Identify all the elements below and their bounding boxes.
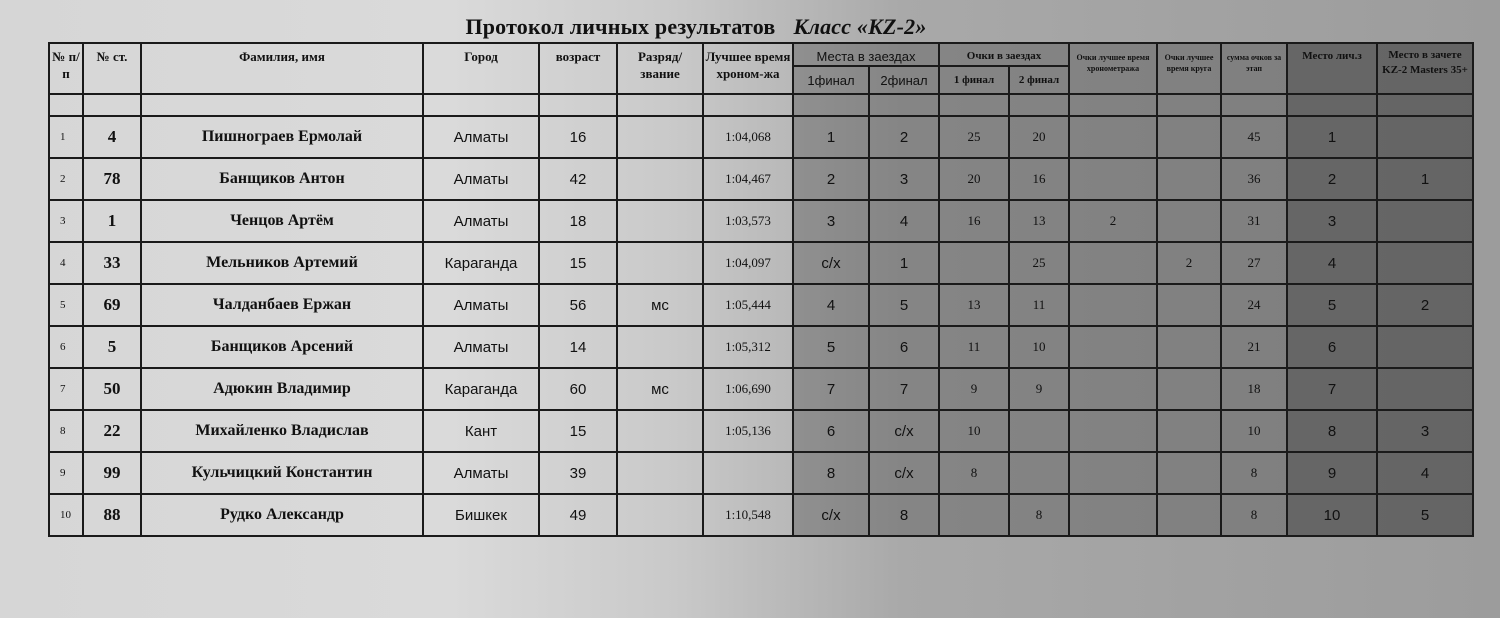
name-cell: Михайленко Владислав [141,410,423,452]
personal-place-cell: 9 [1287,452,1377,494]
points-best-time-cell [1069,494,1157,536]
start-number-cell: 88 [83,494,141,536]
points-final2-cell: 9 [1009,368,1069,410]
num-cell: 10 [49,494,83,536]
place-final1-cell: 3 [793,200,869,242]
sum-points-cell: 21 [1221,326,1287,368]
spacer-cell [539,94,617,116]
name-cell: Пишнограев Ермолай [141,116,423,158]
sum-points-cell: 36 [1221,158,1287,200]
masters-place-cell [1377,116,1473,158]
start-number-cell: 1 [83,200,141,242]
personal-place-cell: 7 [1287,368,1377,410]
start-number-cell: 22 [83,410,141,452]
best-time-cell: 1:06,690 [703,368,793,410]
points-best-lap-cell [1157,494,1221,536]
age-cell: 15 [539,242,617,284]
num-cell: 5 [49,284,83,326]
points-best-lap-cell [1157,284,1221,326]
header-points-best-lap: Очки лучшее время круга [1157,43,1221,94]
points-final2-cell: 8 [1009,494,1069,536]
page-title [0,14,1392,40]
header-best-time: Лучшее время хроном-жа [703,43,793,94]
points-final1-cell: 10 [939,410,1009,452]
num-cell: 3 [49,200,83,242]
points-best-lap-cell [1157,116,1221,158]
city-cell: Алматы [423,116,539,158]
name-cell: Ченцов Артём [141,200,423,242]
city-cell: Караганда [423,368,539,410]
place-final1-cell: 4 [793,284,869,326]
table-row [49,368,1473,410]
points-best-lap-cell [1157,326,1221,368]
spacer-cell [83,94,141,116]
spacer-cell [141,94,423,116]
place-final2-cell: 3 [869,158,939,200]
place-final2-cell: 6 [869,326,939,368]
points-final1-cell: 11 [939,326,1009,368]
points-final2-cell: 16 [1009,158,1069,200]
header-points-final1: 1 финал [939,66,1009,94]
age-cell: 18 [539,200,617,242]
age-cell: 42 [539,158,617,200]
table-body [49,94,1473,536]
spacer-cell [49,94,83,116]
start-number-cell: 50 [83,368,141,410]
table-row [49,242,1473,284]
table-row [49,116,1473,158]
masters-place-cell: 1 [1377,158,1473,200]
points-final1-cell: 25 [939,116,1009,158]
masters-place-cell: 3 [1377,410,1473,452]
masters-place-cell: 5 [1377,494,1473,536]
header-rank: Разряд/ звание [617,43,703,94]
place-final1-cell: 8 [793,452,869,494]
points-best-lap-cell [1157,200,1221,242]
header-num: № п/п [49,43,83,94]
header-place-final2: 2финал [869,66,939,94]
num-cell: 1 [49,116,83,158]
place-final2-cell: 1 [869,242,939,284]
table-row [49,326,1473,368]
header-city: Город [423,43,539,94]
points-final2-cell [1009,452,1069,494]
start-number-cell: 78 [83,158,141,200]
spacer-cell [869,94,939,116]
best-time-cell: 1:05,312 [703,326,793,368]
start-number-cell: 99 [83,452,141,494]
start-number-cell: 69 [83,284,141,326]
personal-place-cell: 5 [1287,284,1377,326]
age-cell: 39 [539,452,617,494]
sum-points-cell: 8 [1221,494,1287,536]
personal-place-cell: 10 [1287,494,1377,536]
name-cell: Кульчицкий Константин [141,452,423,494]
personal-place-cell: 6 [1287,326,1377,368]
best-time-cell: 1:05,136 [703,410,793,452]
header-places-group: Места в заездах [793,43,939,66]
num-cell: 2 [49,158,83,200]
personal-place-cell: 8 [1287,410,1377,452]
table-row [49,200,1473,242]
points-final1-cell: 9 [939,368,1009,410]
header-masters-place: Место в зачете KZ-2 Masters 35+ [1377,43,1473,94]
points-best-lap-cell [1157,368,1221,410]
rank-cell [617,494,703,536]
spacer-cell [1157,94,1221,116]
personal-place-cell: 2 [1287,158,1377,200]
sum-points-cell: 24 [1221,284,1287,326]
points-final2-cell: 20 [1009,116,1069,158]
place-final1-cell: с/х [793,242,869,284]
header-personal-place: Место лич.з [1287,43,1377,94]
header-points-final2: 2 финал [1009,66,1069,94]
points-final1-cell [939,494,1009,536]
points-final1-cell: 8 [939,452,1009,494]
header-age: возраст [539,43,617,94]
start-number-cell: 33 [83,242,141,284]
best-time-cell [703,452,793,494]
points-final2-cell [1009,410,1069,452]
sum-points-cell: 8 [1221,452,1287,494]
class-title: Класс «KZ-2» [793,14,927,39]
city-cell: Алматы [423,158,539,200]
sum-points-cell: 31 [1221,200,1287,242]
start-number-cell: 4 [83,116,141,158]
place-final1-cell: с/х [793,494,869,536]
personal-place-cell: 3 [1287,200,1377,242]
table-row [49,494,1473,536]
header-sum-points: сумма очков за этап [1221,43,1287,94]
rank-cell [617,326,703,368]
place-final1-cell: 5 [793,326,869,368]
age-cell: 60 [539,368,617,410]
masters-place-cell [1377,242,1473,284]
place-final2-cell: 7 [869,368,939,410]
header-start: № ст. [83,43,141,94]
age-cell: 16 [539,116,617,158]
age-cell: 14 [539,326,617,368]
points-final2-cell: 25 [1009,242,1069,284]
personal-place-cell: 1 [1287,116,1377,158]
points-final1-cell [939,242,1009,284]
points-best-time-cell [1069,284,1157,326]
points-final2-cell: 11 [1009,284,1069,326]
points-best-lap-cell [1157,410,1221,452]
masters-place-cell [1377,326,1473,368]
rank-cell [617,116,703,158]
age-cell: 49 [539,494,617,536]
place-final2-cell: 8 [869,494,939,536]
place-final1-cell: 1 [793,116,869,158]
protocol-title: Протокол личных результатов [465,14,776,39]
city-cell: Кант [423,410,539,452]
points-final1-cell: 13 [939,284,1009,326]
num-cell: 6 [49,326,83,368]
spacer-cell [1009,94,1069,116]
start-number-cell: 5 [83,326,141,368]
points-final1-cell: 20 [939,158,1009,200]
points-best-time-cell [1069,116,1157,158]
table-row [49,410,1473,452]
place-final1-cell: 2 [793,158,869,200]
place-final1-cell: 7 [793,368,869,410]
table-header [49,43,1473,94]
points-best-time-cell [1069,326,1157,368]
num-cell: 8 [49,410,83,452]
sum-points-cell: 18 [1221,368,1287,410]
points-final2-cell: 13 [1009,200,1069,242]
name-cell: Мельников Артемий [141,242,423,284]
spacer-cell [1069,94,1157,116]
points-best-lap-cell [1157,452,1221,494]
personal-place-cell: 4 [1287,242,1377,284]
masters-place-cell: 2 [1377,284,1473,326]
rank-cell: мс [617,368,703,410]
city-cell: Алматы [423,452,539,494]
points-best-time-cell [1069,452,1157,494]
best-time-cell: 1:05,444 [703,284,793,326]
best-time-cell: 1:10,548 [703,494,793,536]
rank-cell [617,410,703,452]
masters-place-cell [1377,368,1473,410]
age-cell: 56 [539,284,617,326]
points-best-lap-cell: 2 [1157,242,1221,284]
spacer-row [49,94,1473,116]
points-best-lap-cell [1157,158,1221,200]
masters-place-cell: 4 [1377,452,1473,494]
place-final2-cell: с/х [869,410,939,452]
city-cell: Караганда [423,242,539,284]
points-best-time-cell: 2 [1069,200,1157,242]
points-best-time-cell [1069,158,1157,200]
header-points-best-time: Очки лучшее время хронометража [1069,43,1157,94]
city-cell: Алматы [423,284,539,326]
header-points-group: Очки в заездах [939,43,1069,66]
num-cell: 7 [49,368,83,410]
place-final2-cell: 5 [869,284,939,326]
best-time-cell: 1:04,467 [703,158,793,200]
spacer-cell [1221,94,1287,116]
masters-place-cell [1377,200,1473,242]
place-final2-cell: 2 [869,116,939,158]
points-final1-cell: 16 [939,200,1009,242]
header-place-final1: 1финал [793,66,869,94]
num-cell: 9 [49,452,83,494]
name-cell: Банщиков Арсений [141,326,423,368]
age-cell: 15 [539,410,617,452]
spacer-cell [703,94,793,116]
points-final2-cell: 10 [1009,326,1069,368]
rank-cell [617,200,703,242]
points-best-time-cell [1069,410,1157,452]
rank-cell [617,452,703,494]
header-name: Фамилия, имя [141,43,423,94]
table-row [49,284,1473,326]
city-cell: Алматы [423,326,539,368]
name-cell: Адюкин Владимир [141,368,423,410]
best-time-cell: 1:04,068 [703,116,793,158]
name-cell: Банщиков Антон [141,158,423,200]
name-cell: Рудко Александр [141,494,423,536]
spacer-cell [617,94,703,116]
name-cell: Чалданбаев Ержан [141,284,423,326]
place-final1-cell: 6 [793,410,869,452]
best-time-cell: 1:04,097 [703,242,793,284]
rank-cell: мс [617,284,703,326]
place-final2-cell: 4 [869,200,939,242]
spacer-cell [1377,94,1473,116]
results-table [48,42,1474,537]
table-row [49,158,1473,200]
place-final2-cell: с/х [869,452,939,494]
sum-points-cell: 27 [1221,242,1287,284]
spacer-cell [423,94,539,116]
table-row [49,452,1473,494]
sum-points-cell: 10 [1221,410,1287,452]
best-time-cell: 1:03,573 [703,200,793,242]
city-cell: Алматы [423,200,539,242]
sum-points-cell: 45 [1221,116,1287,158]
points-best-time-cell [1069,368,1157,410]
spacer-cell [1287,94,1377,116]
city-cell: Бишкек [423,494,539,536]
points-best-time-cell [1069,242,1157,284]
rank-cell [617,158,703,200]
spacer-cell [793,94,869,116]
num-cell: 4 [49,242,83,284]
rank-cell [617,242,703,284]
spacer-cell [939,94,1009,116]
